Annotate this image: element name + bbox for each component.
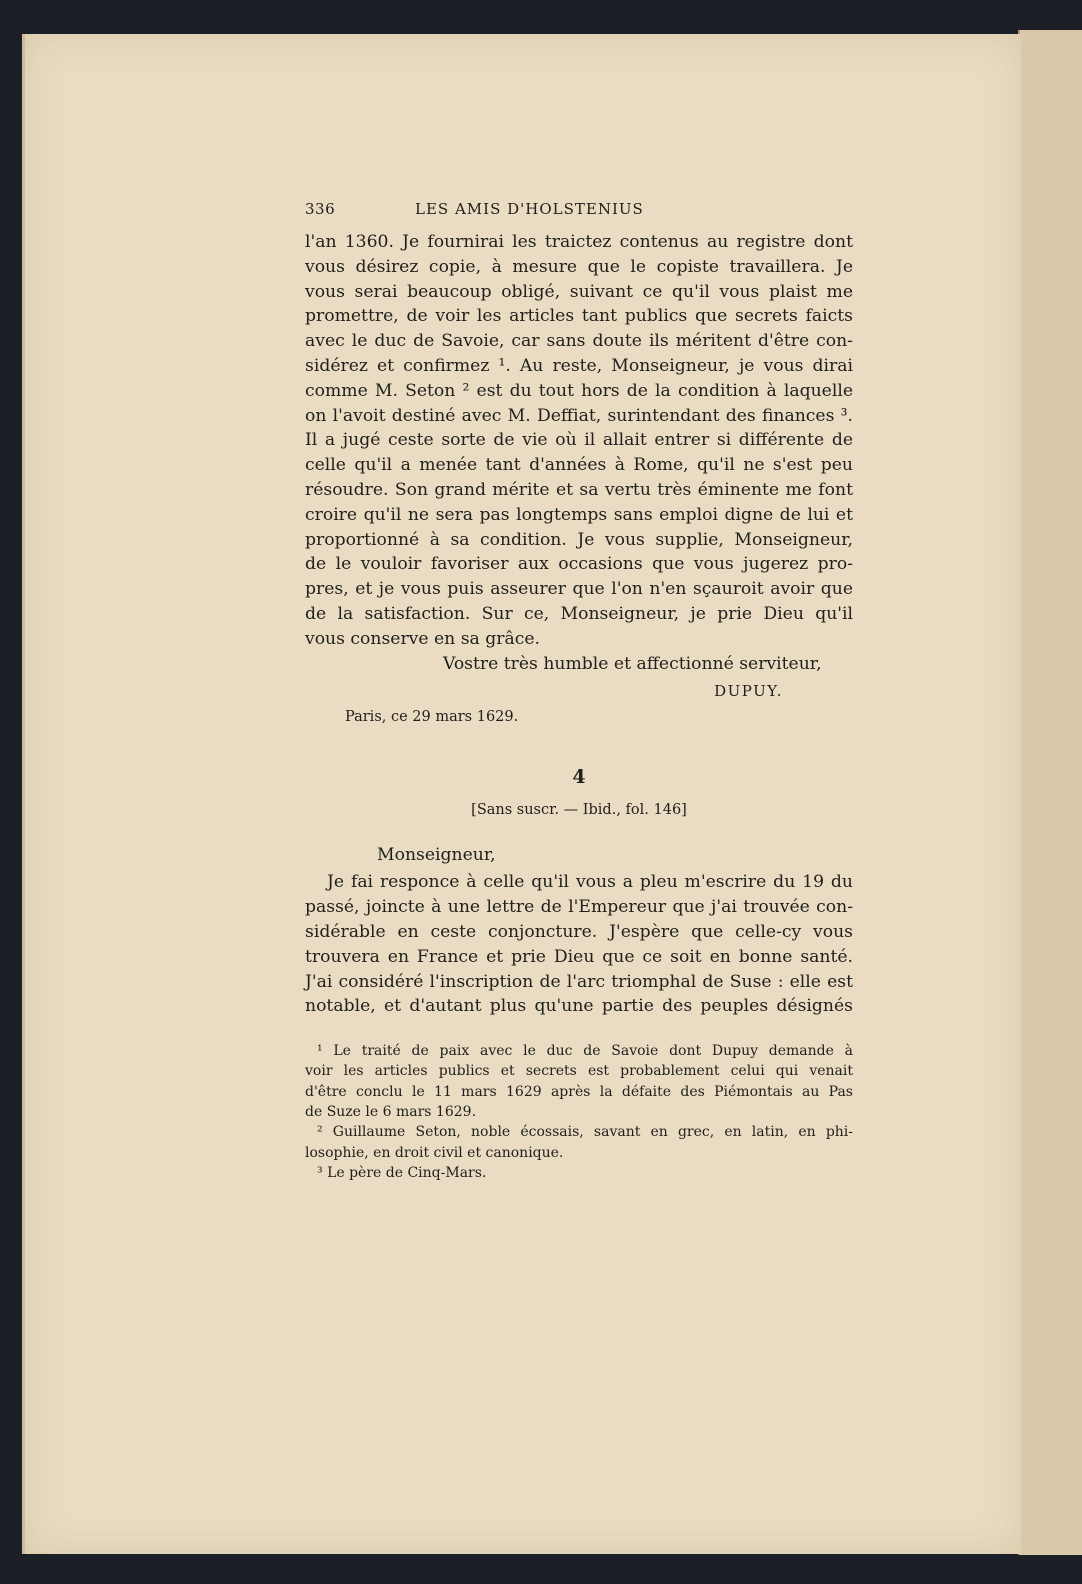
text-line: notable, et d'autant plus qu'une partie des peuples désignés	[305, 996, 853, 1017]
footnote-line: ² Guillaume Seton, noble écossais, savant en grec, en latin, en phi-	[317, 1124, 853, 1141]
text-line: comme M. Seton ² est du tout hors de la condition à laquelle	[305, 380, 853, 401]
page-number: 336	[305, 200, 336, 218]
text-line: Je fai responce à celle qu'il vous a pleu m'escrire du 19 du	[327, 872, 853, 893]
closing-formula: Vostre très humble et affectionné serviteur,	[443, 653, 822, 674]
page-content	[305, 200, 853, 1183]
book-page	[22, 34, 1021, 1554]
text-line: l'an 1360. Je fournirai les traictez contenus au registre dont	[305, 232, 853, 252]
footnotes	[305, 1041, 853, 1183]
text-line: vous désirez copie, à mesure que le copiste travaillera. Je	[305, 256, 853, 277]
letter-number: 4	[572, 766, 586, 789]
source-reference: [Sans suscr. — Ibid., fol. 146]	[471, 802, 687, 819]
text-line: passé, joincte à une lettre de l'Empereur que j'ai trouvée con-	[305, 897, 853, 918]
text-line: de la satisfaction. Sur ce, Monseigneur, je prie Dieu qu'il	[305, 603, 853, 624]
letter-4-body	[305, 870, 853, 1019]
footnote-line: ¹ Le traité de paix avec le duc de Savoie dont Dupuy demande à	[317, 1043, 853, 1060]
text-line: vous serai beaucoup obligé, suivant ce qu'il vous plaist me	[305, 281, 853, 302]
text-line: Il a jugé ceste sorte de vie où il allait entrer si différente de	[305, 430, 853, 451]
text-line: résoudre. Son grand mérite et sa vertu très éminente me font	[305, 479, 853, 500]
running-header	[305, 200, 853, 230]
text-line: de le vouloir favoriser aux occasions que vous jugerez pro-	[305, 554, 853, 575]
footnote-line: losophie, en droit civil et canonique.	[305, 1144, 564, 1161]
footnote-line: de Suze le 6 mars 1629.	[305, 1104, 477, 1121]
text-line: sidérez et confirmez ¹. Au reste, Monseigneur, je vous dirai	[305, 355, 853, 376]
text-line: proportionné à sa condition. Je vous supplie, Monseigneur,	[305, 529, 853, 550]
text-line: celle qu'il a menée tant d'années à Rome, qu'il ne s'est peu	[305, 455, 853, 476]
dateline: Paris, ce 29 mars 1629.	[345, 709, 519, 726]
running-title: LES AMIS D'HOLSTENIUS	[415, 200, 644, 218]
text-line: croire qu'il ne sera pas longtemps sans emploi digne de lui et	[305, 504, 853, 525]
footnote-line: d'être conclu le 11 mars 1629 après la défaite des Piémontais au Pas	[305, 1083, 853, 1100]
adjacent-page-edge	[1018, 30, 1082, 1555]
text-line: J'ai considéré l'inscription de l'arc triomphal de Suse : elle est	[305, 971, 853, 992]
salutation: Monseigneur,	[377, 845, 496, 866]
letter-3-body	[305, 230, 853, 652]
text-line: pres, et je vous puis asseurer que l'on n'en sçauroit avoir que	[305, 579, 853, 600]
text-line: trouvera en France et prie Dieu que ce soit en bonne santé.	[305, 946, 853, 967]
text-line: on l'avoit destiné avec M. Deffiat, surintendant des finances ³.	[305, 405, 853, 426]
text-line: avec le duc de Savoie, car sans doute ils méritent d'être con-	[305, 331, 853, 352]
footnote-line: ³ Le père de Cinq-Mars.	[317, 1164, 487, 1181]
text-line: vous conserve en sa grâce.	[305, 628, 540, 649]
footnote-line: voir les articles publics et secrets est probablement celui qui venait	[305, 1063, 853, 1080]
text-line: sidérable en ceste conjoncture. J'espère que celle-cy vous	[305, 921, 853, 942]
text-line: promettre, de voir les articles tant publics que secrets faicts	[305, 306, 853, 327]
signature: DUPUY.	[714, 682, 783, 701]
